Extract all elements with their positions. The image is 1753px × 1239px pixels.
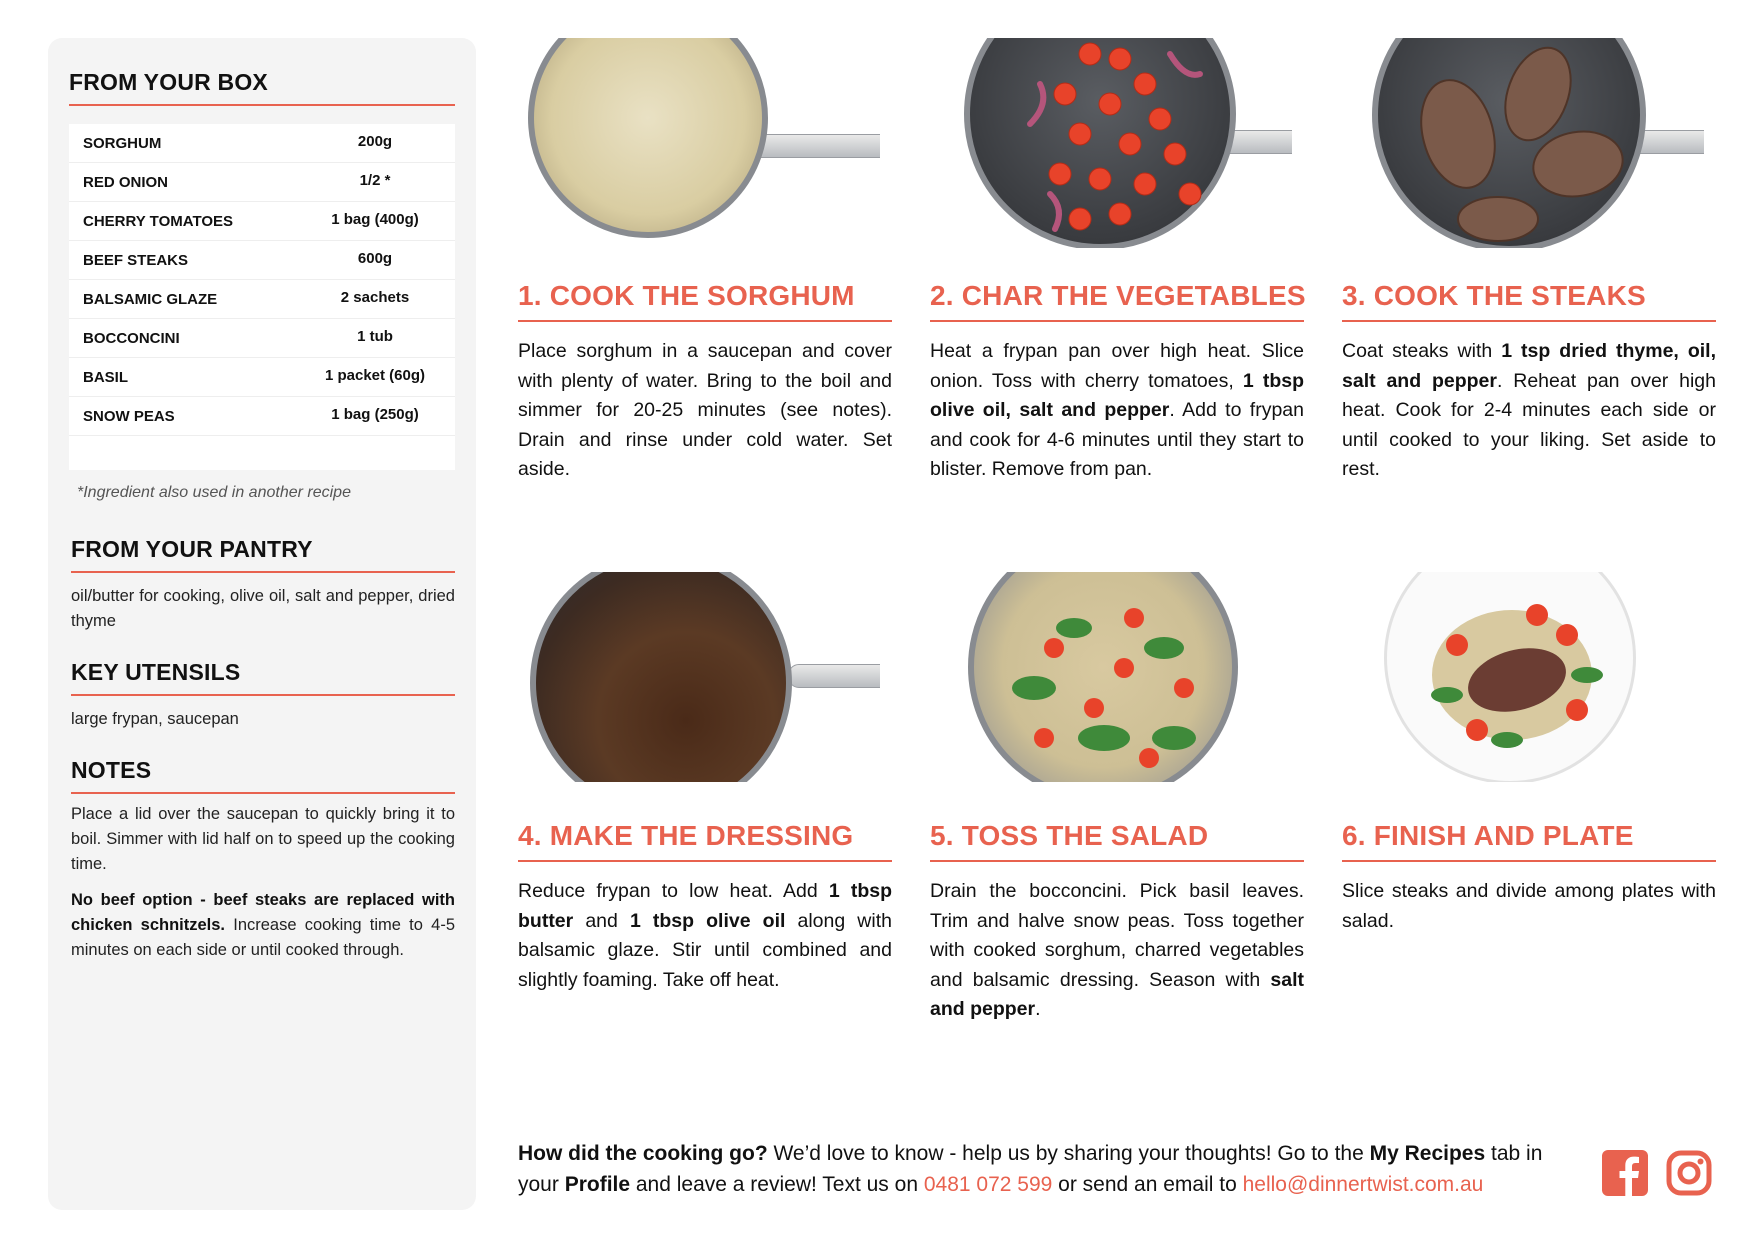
text-run: Heat a frypan pan over high heat. Slice onion. Toss with cherry tomatoes, <box>930 340 1304 392</box>
ingredient-row <box>69 280 455 319</box>
notes-text: Place a lid over the saucepan to quickly bring it to boil. Simmer with lid half on to speed up the cooking time. <box>71 805 455 873</box>
utensils-title-rule <box>71 694 455 696</box>
text-run: Coat steaks with <box>1342 340 1502 362</box>
step-1-title: 1. COOK THE SORGHUM <box>518 280 855 311</box>
ingredient-name: RED ONION <box>83 174 169 191</box>
step-3-title: 3. COOK THE STEAKS <box>1342 280 1646 311</box>
text-run: tab in your <box>518 1142 1543 1196</box>
text-run: or send an email to <box>1052 1173 1243 1196</box>
step-3-photo <box>1342 38 1704 248</box>
step-6-photo <box>1342 572 1704 782</box>
step-5-title: 5. TOSS THE SALAD <box>930 820 1209 851</box>
review-prompt <box>518 1138 1568 1200</box>
utensils-title: KEY UTENSILS <box>71 659 241 685</box>
text-run: along with balsamic glaze. Stir until combined and slightly foaming. Take off heat. <box>518 909 892 991</box>
notes-substitution <box>71 888 455 963</box>
ingredient-qty: 1/2 * <box>359 172 391 189</box>
step-1-photo <box>518 38 880 248</box>
salad-bowl <box>968 572 1238 782</box>
bold-text: 1 tbsp olive oil, salt and pepper <box>930 369 1304 421</box>
step-4-text <box>518 877 892 995</box>
notes-title: NOTES <box>71 757 152 783</box>
ingredient-name: BEEF STEAKS <box>83 252 189 269</box>
ingredients-table <box>69 124 455 470</box>
pantry-title-rule <box>71 571 455 573</box>
text-run: and <box>573 909 630 932</box>
salad-graphic <box>974 572 1232 782</box>
ingredient-qty: 2 sachets <box>340 289 410 306</box>
ingredient-row <box>69 202 455 241</box>
dressing-pan <box>530 572 792 782</box>
pantry-title: FROM YOUR PANTRY <box>71 536 313 562</box>
text-run: . Add to frypan and cook for 4-6 minutes until they start to blister. Remove from pan. <box>930 399 1304 480</box>
ingredient-qty: 200g <box>357 133 393 150</box>
plate <box>1384 572 1636 782</box>
text-run: We’d love to know - help us by sharing your thoughts! Go to the <box>767 1142 1370 1165</box>
step-6-text <box>1342 877 1716 936</box>
ingredient-row <box>69 397 455 436</box>
utensils-text: large frypan, saucepan <box>71 710 239 728</box>
sorghum-pot <box>528 38 768 238</box>
text-run: Slice steaks and divide among plates with salad. <box>1342 880 1716 932</box>
bold-text: My Recipes <box>1369 1142 1486 1165</box>
ingredient-qty: 600g <box>357 250 393 267</box>
steaks-graphic <box>1378 38 1640 246</box>
contact-link[interactable]: hello@dinnertwist.com.au <box>1242 1173 1484 1196</box>
ingredient-name: BOCCONCINI <box>83 330 180 347</box>
step-2-title: 2. CHAR THE VEGETABLES <box>930 280 1306 311</box>
bold-text: 1 tbsp olive oil <box>629 909 786 932</box>
pantry-text: oil/butter for cooking, olive oil, salt and pepper, dried thyme <box>71 587 455 630</box>
step-1-text <box>518 337 892 485</box>
step-2-rule <box>930 320 1304 322</box>
box-title: FROM YOUR BOX <box>69 69 268 95</box>
frypan <box>964 38 1236 248</box>
step-4-title: 4. MAKE THE DRESSING <box>518 820 854 851</box>
ingredient-qty: 1 bag (400g) <box>331 211 419 228</box>
sidebar-panel <box>48 38 476 1210</box>
notes-title-rule <box>71 792 455 794</box>
step-6-rule <box>1342 860 1716 862</box>
ingredient-name: CHERRY TOMATOES <box>83 213 234 230</box>
ingredient-name: BALSAMIC GLAZE <box>83 291 218 308</box>
text-run: Drain the bocconcini. Pick basil leaves. Trim and halve snow peas. Toss together with cooked sorghum, charred vegetables and balsamic dressing. Season with <box>930 880 1304 991</box>
instagram-icon[interactable] <box>1666 1150 1712 1196</box>
ingredient-note: *Ingredient also used in another recipe <box>77 484 351 501</box>
step-6-title: 6. FINISH AND PLATE <box>1342 820 1634 851</box>
bold-text: 1 tsp dried thyme, oil, salt and pepper <box>1342 340 1716 392</box>
step-4-photo <box>518 572 880 782</box>
ingredient-row <box>69 358 455 397</box>
ingredient-row <box>69 319 455 358</box>
step-5-rule <box>930 860 1304 862</box>
pan-handle <box>748 134 880 158</box>
text-run: and leave a review! Text us on <box>630 1173 924 1196</box>
step-2-photo <box>930 38 1292 248</box>
pan-handle <box>788 664 880 688</box>
text-run: Place sorghum in a saucepan and cover with plenty of water. Bring to the boil and simmer for 20-25 minutes (see notes). Drain and rinse under cold water. Set aside. <box>518 340 892 480</box>
text-run: . <box>1035 998 1041 1020</box>
notes-rest: Increase cooking time to 4-5 minutes on each side or until cooked through. <box>71 916 456 959</box>
contact-link[interactable]: 0481 072 599 <box>923 1173 1053 1196</box>
step-5-photo <box>930 572 1292 782</box>
bold-text: 1 tbsp butter <box>518 880 892 932</box>
bold-text: Profile <box>564 1173 631 1196</box>
step-2-text <box>930 337 1304 485</box>
box-title-rule <box>69 104 455 106</box>
bold-text: salt and pepper <box>930 968 1304 1020</box>
step-4-rule <box>518 860 892 862</box>
tomatoes-onion-graphic <box>970 38 1230 244</box>
text-run: Reduce frypan to low heat. Add <box>518 880 829 902</box>
ingredient-qty: 1 bag (250g) <box>331 406 419 423</box>
ingredient-qty: 1 tub <box>357 328 393 345</box>
ingredient-row <box>69 163 455 202</box>
ingredient-qty: 1 packet (60g) <box>324 367 426 384</box>
ingredient-name: SNOW PEAS <box>83 408 175 425</box>
facebook-icon[interactable] <box>1602 1150 1648 1196</box>
ingredient-row <box>69 241 455 280</box>
step-3-text <box>1342 337 1716 485</box>
ingredient-name: SORGHUM <box>83 135 162 152</box>
plated-graphic <box>1387 572 1633 781</box>
notes-bold: No beef option - beef steaks are replaced with chicken schnitzels. <box>71 891 455 934</box>
text-run: . Reheat pan over high heat. Cook for 2-4 minutes each side or until cooked to your liking. Set aside to rest. <box>1342 369 1716 480</box>
step-1-rule <box>518 320 892 322</box>
bold-text: How did the cooking go? <box>518 1142 768 1165</box>
step-3-rule <box>1342 320 1716 322</box>
step-5-text <box>930 877 1304 1025</box>
ingredient-row <box>69 124 455 163</box>
frypan <box>1372 38 1646 248</box>
ingredient-name: BASIL <box>83 369 128 386</box>
